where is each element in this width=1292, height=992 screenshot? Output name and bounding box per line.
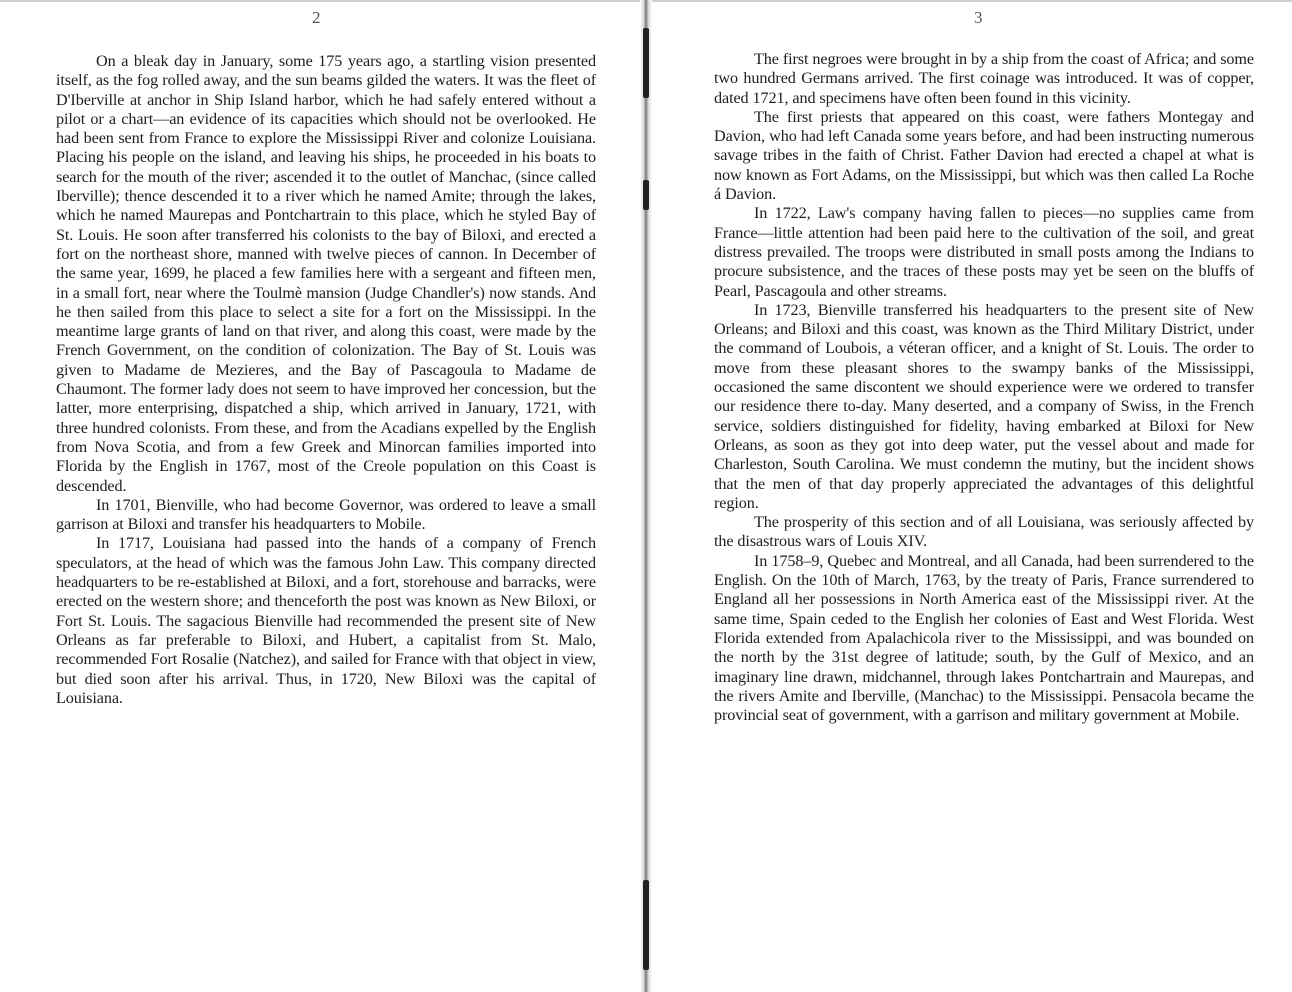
paragraph: The first priests that appeared on this coast, were fathers Montegay and Davion, who had left Canada some years before, and had been instructing numerous savage tribes in the faith of Christ. Father Davion had erected a chapel at what is now known as Fort Adams, on the Mississippi, but which was then called La Roche á Davion. <box>714 107 1254 204</box>
page-number-left: 2 <box>312 8 321 27</box>
paragraph: In 1722, Law's company having fallen to pieces—no supplies came from France—little attention had been paid here to the cultivation of the soil, and great distress prevailed. The troops were distributed in small posts among the Indians to procure subsistence, and the traces of these posts may yet be seen on the bluffs of Pearl, Pascagoula and other streams. <box>714 204 1254 300</box>
paragraph: In 1717, Louisiana had passed into the hands of a company of French speculators, at the head of which was the famous John Law. This company directed headquarters to be re-established at Biloxi, and a fort, storehouse and barracks, were erected on the western shore; and thenceforth the post was known as New Biloxi, or Fort St. Louis. The sagacious Bienville had recommended the present site of New Orleans as far preferable to Biloxi, and Hubert, a capitalist from St. Malo, recommended Fort Rosalie (Natchez), and sailed for France with that object in view, but died soon after his arrival. Thus, in 1720, New Biloxi was the capital of Louisiana. <box>56 534 596 707</box>
paragraph: The prosperity of this section and of all Louisiana, was seriously affected by the disastrous wars of Louis XIV. <box>714 513 1254 551</box>
page-number-right: 3 <box>974 8 983 27</box>
paragraph: On a bleak day in January, some 175 years ago, a startling vision presented itself, as the fog rolled away, and the sun beams gilded the waters. It was the fleet of D'Iberville at anchor in Ship Island harbor, which he had safely entered without a pilot or a chart—an evidence of its capacities which should not be overlooked. He had been sent from France to explore the Mississippi River and colonize Louisiana. Placing his people on the island, and leaving his ships, he proceeded in his boats to search for the mouth of the river; ascended it to the outlet of Manchac, (since called Iberville); thence descended it to a river which he named Amite; through the lakes, which he named Maurepas and Pontchartrain to this place, which he styled Bay of St. Louis. He soon after transferred his colonists to the bay of Biloxi, and erected a fort on the northeast shore, manned with twelve pieces of cannon. In December of the same year, 1699, he placed a few families here with a sergeant and fifteen men, in a small fort, near where the Toulmè mansion (Judge Chandler's) now stands. And he then sailed from this place to select a site for a fort on the Mississippi. In the meantime large grants of land on that river, and along this coast, were made by the French Government, on the condition of colonization. The Bay of St. Louis was given to Madame de Mezieres, and the Bay of Pascagoula to Madame de Chaumont. The former lady does not seem to have improved her concession, but the latter, more enterprising, dispatched a ship, which arrived in January, 1721, with three hundred colonists. From these, and from the Acadians expelled by the English from Nova Scotia, and from a few Greek and Minorcan families imported into Florida by the English in 1767, most of the Creole population on this Coast is descended. <box>56 52 596 495</box>
right-page-text <box>714 50 1254 725</box>
paragraph: In 1723, Bienville transferred his headquarters to the present site of New Orleans; and Biloxi and this coast, was known as the Third Military District, under the command of Loubois, a véteran officer, and a knight of St. Louis. The order to move from these pleasant shores to the swampy banks of the Mississippi, occasioned the same discontent we should experience were we ordered to transfer our residence there to-day. Many deserted, and a company of Swiss, in the French service, soldiers distinguished for fidelity, having embarked at Biloxi for New Orleans, as soon as they got into deep water, put the vessel about and made for Charleston, South Carolina. We must condemn the mutiny, but the incident shows that the men of that day properly appreciated the advantages of this delightful region. <box>714 300 1254 512</box>
paragraph: In 1758–9, Quebec and Montreal, and all Canada, had been surrendered to the English. On the 10th of March, 1763, by the treaty of Paris, France surrendered to England all her possessions in North America east of the Mississippi river. At the same time, Spain ceded to the English her colonies of East and West Florida. West Florida extended from Apalachicola river to the Mississippi, and was bounded on the north by the 31st degree of latitude; south, by the Gulf of Mexico, and an imaginary line drawn, midchannel, through lakes Pontchartrain and Maurepas, and the rivers Amite and Iberville, (Manchac) to the Mississippi. Pensacola became the provincial seat of government, with a garrison and military government at Mobile. <box>714 551 1254 725</box>
paragraph: The first negroes were brought in by a ship from the coast of Africa; and some two hundred Germans arrived. The first coinage was introduced. It was of copper, dated 1721, and specimens have often been found in this vicinity. <box>714 50 1254 107</box>
paragraph: In 1701, Bienville, who had become Governor, was ordered to leave a small garrison at Biloxi and transfer his headquarters to Mobile. <box>56 495 596 534</box>
